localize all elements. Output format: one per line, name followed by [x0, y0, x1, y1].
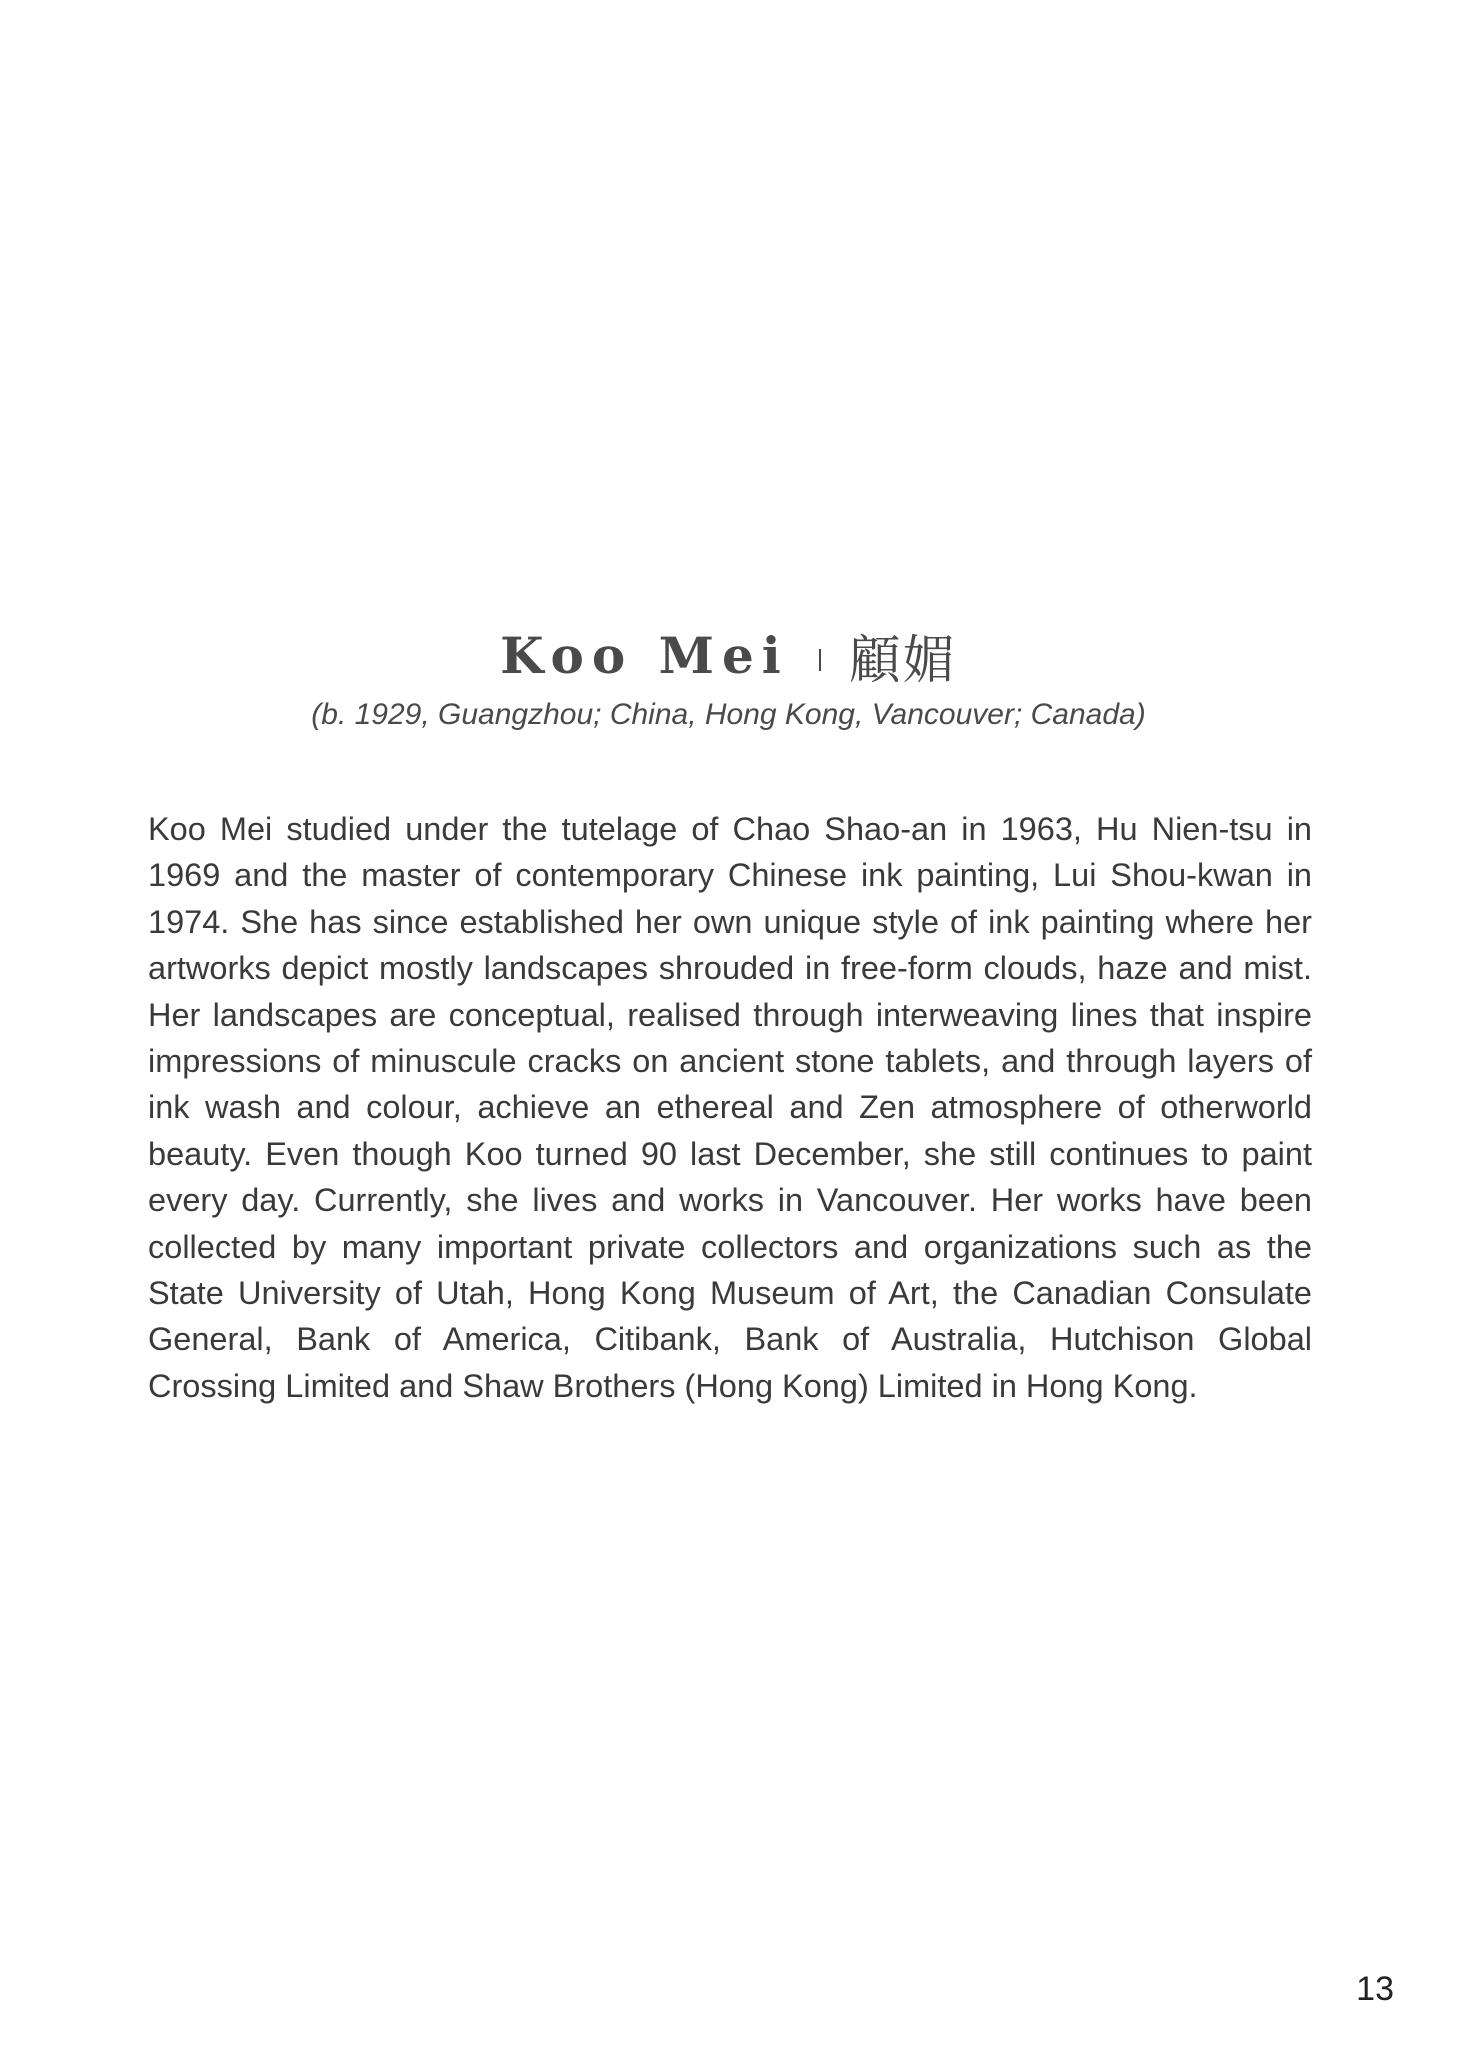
artist-name-english: Koo Mei [500, 626, 789, 685]
title-separator [819, 649, 821, 671]
artist-title [0, 618, 1457, 693]
page-number: 13 [1356, 1970, 1394, 2008]
artist-biography: Koo Mei studied under the tutelage of Chao Shao-an in 1963, Hu Nien-tsu in 1969 and the master of contemporary Chinese ink painting, Lui Shou-kwan in 1974. She has since established her own unique style of ink painting where her artworks depict mostly landscapes shrouded in free-form clouds, haze and mist. Her landscapes are conceptual, realised through interweaving lines that inspire impressions of minuscule cracks on ancient stone tablets, and through layers of ink wash and colour, achieve an ethereal and Zen atmosphere of otherworld beauty. Even though Koo turned 90 last December, she still continues to paint every day. Currently, she lives and works in Vancouver. Her works have been collected by many important private collectors and organizations such as the State University of Utah, Hong Kong Museum of Art, the Canadian Consulate General, Bank of America, Citibank, Bank of Australia, Hutchison Global Crossing Limited and Shaw Brothers (Hong Kong) Limited in Hong Kong. [148, 811, 1312, 1404]
artist-name-chinese: 顧媚 [848, 631, 957, 691]
artist-birth-and-locations: (b. 1929, Guangzhou; China, Hong Kong, Vancouver; Canada) [311, 698, 1146, 731]
